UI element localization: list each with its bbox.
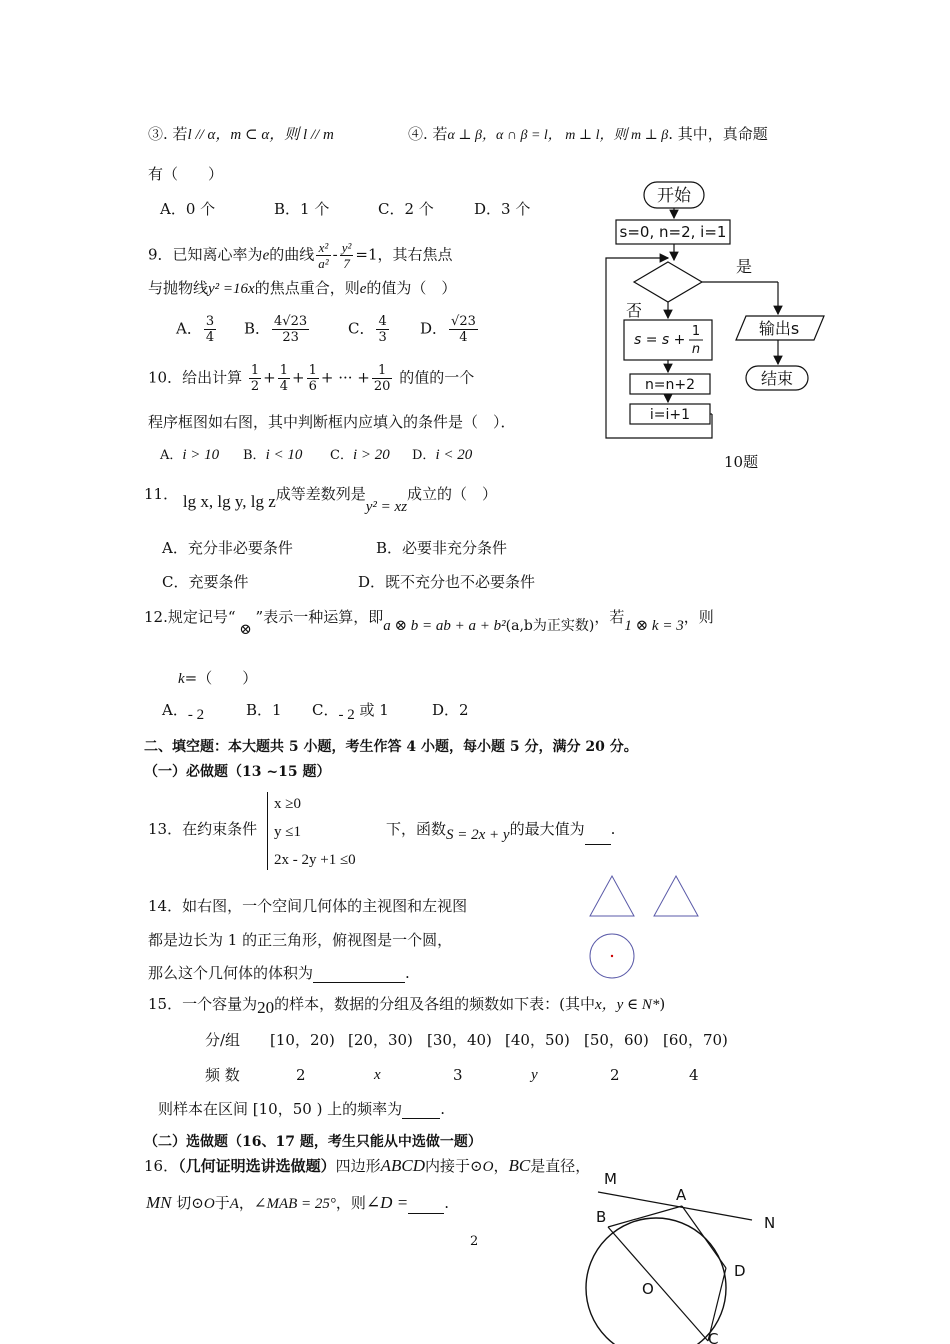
segment-ab <box>608 1206 682 1227</box>
q13-constraint-3: 2x - 2y +1 ≤0 <box>274 852 356 868</box>
q15-group-5: [50，60) <box>584 1031 649 1049</box>
q15-group-4: [40，50) <box>505 1031 570 1049</box>
flow-start-label: 开始 <box>657 186 691 206</box>
q8-option-b: B．1 个 <box>274 200 330 218</box>
q12-option-d: D．2 <box>432 701 469 719</box>
q15-group-3: [30，40) <box>427 1031 492 1049</box>
q11-option-b: B．必要非充分条件 <box>376 539 508 557</box>
q10-option-a: A．i > 10 <box>160 447 220 463</box>
flow-decision-diamond <box>634 262 702 302</box>
q12-option-c: C．- 2 或 1 <box>312 701 389 723</box>
q8-option-a: A．0 个 <box>160 200 216 218</box>
q12-line1: 12.规定记号“⊗”表示一种运算，即a ⊗ b = ab + a + b²(a,b为正实数)，若1 ⊗ k = 3，则 <box>144 608 714 638</box>
q16-answer-blank[interactable] <box>408 1199 444 1214</box>
section2-optional-heading: （二）选做题（16、17 题，考生只能从中选做一题） <box>144 1134 482 1150</box>
flow-update-i-label: i=i+1 <box>649 407 691 423</box>
q15-line3: 则样本在区间 [10，50 ) 上的频率为 . <box>158 1100 445 1118</box>
q14-line3: 那么这个几何体的体积为 . <box>148 964 410 982</box>
flow-init-label: s=0, n=2, i=1 <box>619 223 727 241</box>
flow-update-n-label: n=n+2 <box>644 377 696 393</box>
q10-figure-caption: 10题 <box>724 453 759 471</box>
q10-option-b: B．i < 10 <box>243 447 303 463</box>
front-view-triangle <box>590 876 634 916</box>
section2-required-heading: （一）必做题（13 ~15 题） <box>144 764 331 780</box>
q15-freq-6: 4 <box>689 1066 699 1084</box>
segment-ad <box>682 1206 726 1268</box>
q15-row2-label: 频 数 <box>205 1066 240 1084</box>
q11-option-c: C．充要条件 <box>162 573 249 591</box>
q15-freq-4: y <box>531 1067 538 1083</box>
q15-freq-2: x <box>374 1067 381 1083</box>
circle-center-dot <box>611 955 613 957</box>
q10-line2: 程序框图如右图，其中判断框内应填入的条件是（ ）． <box>148 413 516 431</box>
label-n: N <box>764 1214 776 1232</box>
q14-line2: 都是边长为 1 的正三角形，俯视图是一个圆， <box>148 931 453 949</box>
q15-freq-5: 2 <box>610 1066 620 1084</box>
flow-end-label: 结束 <box>760 369 794 388</box>
q8-item4: ④. 若α ⊥ β，α ∩ β = l， m ⊥ l，则 m ⊥ β. 其中，真命题 <box>408 125 768 143</box>
q13-answer-blank[interactable] <box>585 830 611 845</box>
q13-constraint-brace <box>267 792 268 870</box>
q9-option-d: D． $\frac{√23}{4}$ <box>420 314 476 345</box>
q10-line1: 10．给出计算 $\frac{1}{2}$ + $\frac{1}{4}$ + $\frac{1}{6}$ + ··· + $\frac{1}{20}$ 的值的一个 <box>148 363 475 394</box>
q9-option-a: A． $\frac{3}{4}$ <box>176 314 215 345</box>
q12-line2: k=（ ） <box>178 669 258 687</box>
q14-answer-blank[interactable] <box>313 968 405 983</box>
q10-option-d: D．i < 20 <box>412 447 473 463</box>
flowchart-figure <box>600 176 830 446</box>
section2-title: 二、填空题：本大题共 5 小题，考生作答 4 小题，每小题 5 分，满分 20 分。 <box>144 739 638 755</box>
label-a: A <box>676 1186 687 1204</box>
q16-circle-figure <box>580 1168 800 1344</box>
q16-line1: 16．（几何证明选讲选做题）四边形ABCD内接于⊙O，BC是直径， <box>144 1156 591 1175</box>
q8-option-d: D．3 个 <box>474 200 531 218</box>
page-number: 2 <box>470 1234 479 1249</box>
q15-freq-3: 3 <box>453 1066 463 1084</box>
q8-item3: ③. 若l // α，m ⊂ α，则 l // m <box>148 125 334 143</box>
q15-group-2: [20，30) <box>348 1031 413 1049</box>
q9-option-c: C． $\frac{4}{3}$ <box>348 314 387 345</box>
q9-line2: 与抛物线y² =16x的焦点重合，则e的值为（ ） <box>148 279 457 297</box>
tangent-mn <box>598 1192 752 1220</box>
q13-tail: 下，函数S = 2x + y的最大值为 . <box>386 820 616 843</box>
q8-option-c: C．2 个 <box>378 200 434 218</box>
flow-yes-label: 是 <box>736 257 753 276</box>
side-view-triangle <box>654 876 698 916</box>
q12-option-b: B．1 <box>246 701 282 719</box>
diameter-bc <box>608 1227 708 1341</box>
label-b: B <box>596 1208 607 1226</box>
q13-constraint-2: y ≤1 <box>274 824 301 840</box>
q14-three-view-figure <box>584 870 708 984</box>
q15-answer-blank[interactable] <box>402 1104 440 1119</box>
q9-option-b: B． $\frac{4√23}{23}$ <box>244 314 308 345</box>
flow-update-s-den: n <box>691 342 701 357</box>
label-d: D <box>734 1262 746 1280</box>
flow-update-s-label: s = s + <box>634 332 686 348</box>
q14-line1: 14．如右图，一个空间几何体的主视图和左视图 <box>148 897 468 915</box>
q13-constraint-1: x ≥0 <box>274 796 301 812</box>
q9-line1: 9．已知离心率为e的曲线 $\frac{\text{x²}}{\text{a²}}$ - $\frac{\text{y²}}{7}$ =1，其右焦点 <box>148 240 453 271</box>
q15-line1: 15．一个容量为20的样本，数据的分组及各组的频数如下表：(其中x，y ∈ N*) <box>148 995 666 1017</box>
q12-option-a: A．- 2 <box>162 701 205 723</box>
q11-option-a: A．充分非必要条件 <box>162 539 293 557</box>
q8-tail: 有（ ） <box>148 165 224 183</box>
q15-freq-1: 2 <box>296 1066 306 1084</box>
label-o: O <box>642 1280 654 1298</box>
q10-option-c: C．i > 20 <box>330 447 390 463</box>
label-m: M <box>604 1170 617 1188</box>
q15-group-6: [60，70) <box>663 1031 728 1049</box>
flow-update-s-num: 1 <box>691 324 701 339</box>
label-c: C <box>708 1330 719 1344</box>
q13-lead: 13．在约束条件 <box>148 820 258 838</box>
flow-output-label: 输出s <box>758 319 800 338</box>
q15-row1-label: 分/组 <box>205 1031 241 1049</box>
q11-option-d: D．既不充分也不必要条件 <box>358 573 536 591</box>
q11-line1: 11． lg x, lg y, lg z成等差数列是y² = xz成立的（ ） <box>144 485 498 515</box>
q15-group-1: [10，20) <box>270 1031 335 1049</box>
q16-line2: MN 切⊙O于A，∠MAB = 25°，则∠D = . <box>146 1193 449 1212</box>
flow-no-label: 否 <box>626 301 643 320</box>
